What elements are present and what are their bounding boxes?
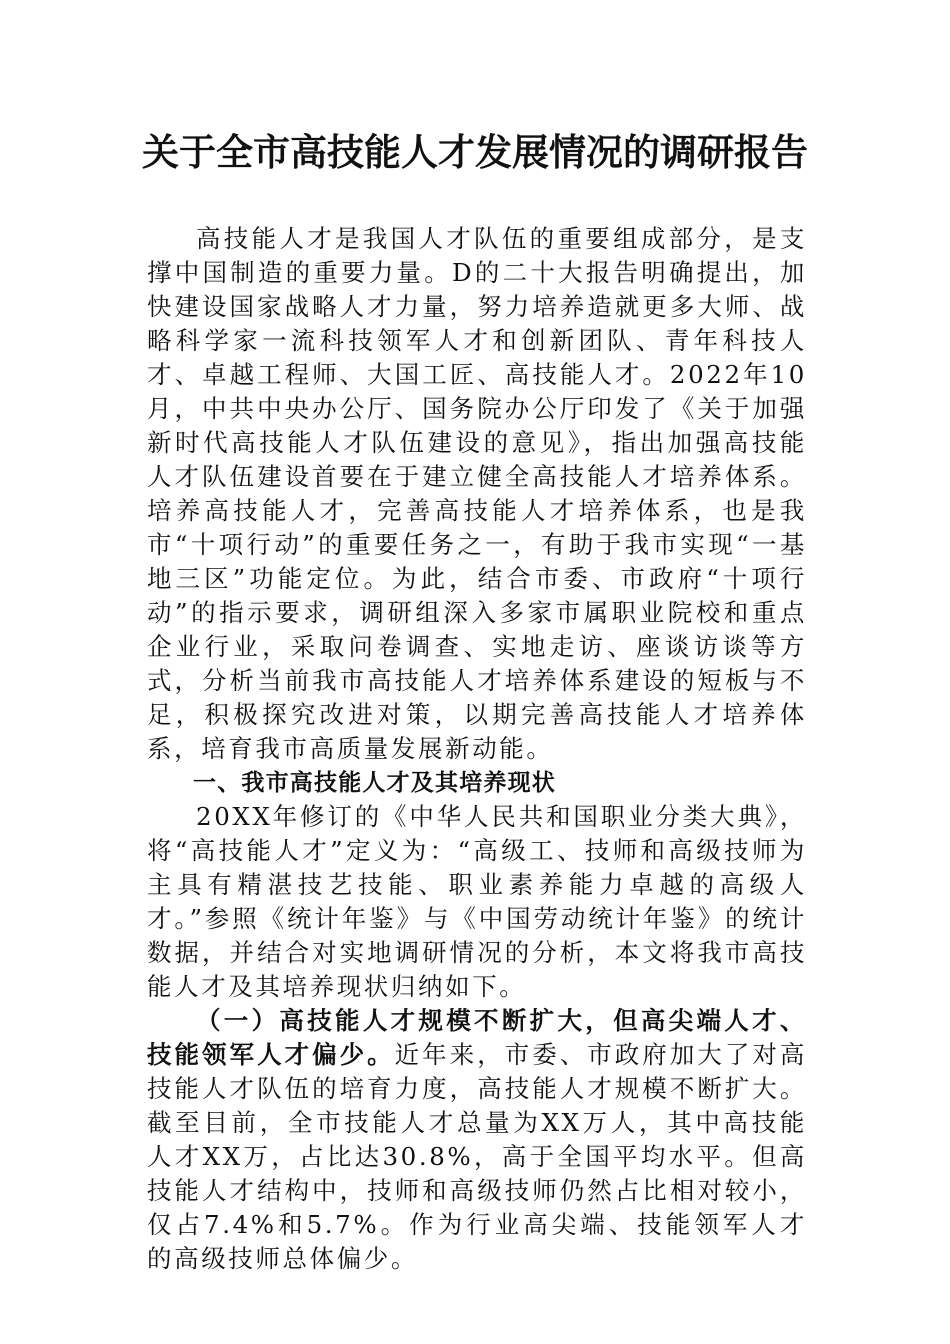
section-heading: 一、我市高技能人才及其培养现状 [193,770,556,796]
subsection-paragraph [147,1004,807,1276]
intro-paragraph: 高技能人才是我国人才队伍的重要组成部分，是支撑中国制造的重要力量。D的二十大报告明确提出，加快建设国家战略人才力量，努力培养造就更多大师、战略科学家一流科技领军人才和创新团队、青年科技人才、卓越工程师、大国工匠、高技能人才。2022年10月，中共中央办公厅、国务院办公厅印发了《关于加强新时代高技能人才队伍建设的意见》，指出加强高技能人才队伍建设首要在于建立健全高技能人才培养体系。培养高技能人才，完善高技能人才培养体系，也是我市“十项行动”的重要任务之一，有助于我市实现“一基地三区”功能定位。为此，结合市委、市政府“十项行动”的指示要求，调研组深入多家市属职业院校和重点企业行业，采取问卷调查、实地走访、座谈访谈等方式，分析当前我市高技能人才培养体系建设的短板与不足，积极探究改进对策，以期完善高技能人才培养体系，培育我市高质量发展新动能。 [147,224,807,763]
subsection-text: 近年来，市委、市政府加大了对高技能人才队伍的培育力度，高技能人才规模不断扩大。截至目前，全市技能人才总量为XX万人，其中高技能人才XX万，占比达30.8%，高于全国平均水平。但高技能人才结构中，技师和高级技师仍然占比相对较小，仅占7.4%和5.7%。作为行业高尖端、技能领军人才的高级技师总体偏少。 [147,1040,807,1273]
subsection-heading: （一）高技能人才规模不断扩大，但高尖端人才、技能领军人才偏少。 [147,1006,807,1069]
definition-paragraph: 20XX年修订的《中华人民共和国职业分类大典》，将“高技能人才”定义为：“高级工、技师和高级技师为主具有精湛技艺技能、职业素养能力卓越的高级人才。”参照《统计年鉴》与《中国劳动统计年鉴》的统计数据，并结合对实地调研情况的分析，本文将我市高技能人才及其培养现状归纳如下。 [147,802,807,1001]
document-body [147,222,807,1276]
document-title: 关于全市高技能人才发展情况的调研报告 [142,130,808,174]
